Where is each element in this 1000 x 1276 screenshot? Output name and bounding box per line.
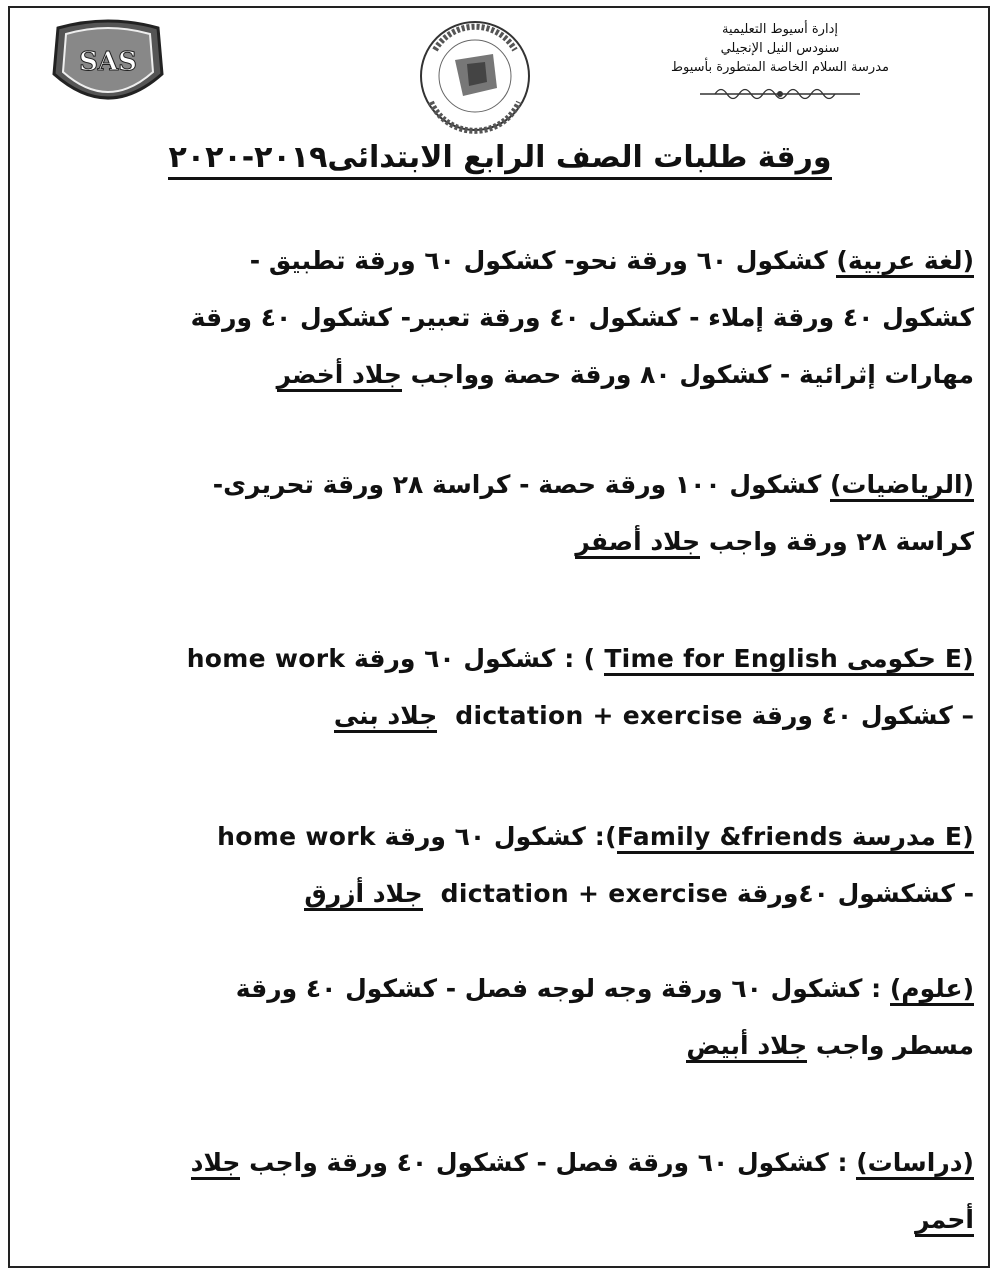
social-label: (دراسات): [856, 1148, 974, 1180]
science-label: (علوم): [890, 974, 974, 1006]
quality-seal-logo: [405, 10, 545, 150]
english-gov-line-1: ) : كشكول ٦٠ ورقة: [345, 644, 605, 673]
section-math: [213, 456, 974, 570]
social-cover-color: أحمر: [915, 1205, 974, 1237]
social-cover-word: جلاد: [191, 1148, 241, 1180]
section-arabic: [191, 232, 974, 403]
section-english-government: [187, 630, 974, 744]
arabic-cover: جلاد أخضر: [277, 360, 402, 392]
english-gov-line-2: – كشكول ٤٠ ورقة: [742, 701, 974, 730]
math-cover: جلاد أصفر: [575, 527, 700, 559]
math-line-1: كشكول ١٠٠ ورقة حصة - كراسة ٢٨ ورقة تحريرى-: [212, 470, 830, 499]
arabic-line-1: كشكول ٦٠ ورقة نحو- كشكول ٦٠ ورقة تطبيق -: [249, 246, 837, 275]
social-line-1: : كشكول ٦٠ ورقة فصل - كشكول ٤٠ ورقة واجب: [240, 1148, 857, 1177]
school-header: [650, 20, 910, 105]
english-school-label: (E مدرسة: [851, 822, 974, 851]
page-title: [0, 138, 1000, 178]
science-line-1: : كشكول ٦٠ ورقة وجه لوجه فصل - كشكول ٤٠ ورقة: [235, 974, 890, 1003]
page-title-text: ورقة طلبات الصف الرابع الابتدائى٢٠١٩-٢٠٢٠: [168, 140, 831, 180]
sas-logo: [48, 18, 168, 114]
english-school-cover: جلاد أزرق: [304, 879, 422, 911]
ornament-divider: [695, 83, 865, 105]
header-line-school: مدرسة السلام الخاصة المتطورة بأسيوط: [671, 60, 889, 75]
sas-logo-text: SAS: [79, 47, 137, 77]
english-school-homework: home work: [217, 822, 376, 851]
header-line-synod: سنودس النيل الإنجيلي: [720, 41, 840, 56]
english-gov-cover: جلاد بنى: [334, 701, 437, 733]
arabic-line-2: كشكول ٤٠ ورقة إملاء - كشكول ٤٠ ورقة تعبير- كشكول ٤٠ ورقة: [190, 303, 974, 332]
section-english-school: [217, 808, 974, 922]
english-gov-dictation: dictation + exercise: [455, 701, 743, 730]
science-cover: جلاد أبيض: [686, 1031, 807, 1063]
english-school-dictation: dictation + exercise: [440, 879, 729, 908]
math-label: (الرياضيات): [830, 470, 974, 502]
english-school-line-1: ): كشكول ٦٠ ورقة: [375, 822, 617, 851]
math-line-2: كراسة ٢٨ ورقة واجب: [700, 527, 974, 556]
english-gov-label: (E حكومى: [846, 644, 974, 673]
english-school-book: Family &friends: [616, 822, 844, 851]
section-science: [236, 960, 974, 1074]
science-line-2: مسطر واجب: [807, 1031, 974, 1060]
english-school-line-2: - كشكشول ٤٠ورقة: [728, 879, 974, 908]
arabic-label: (لغة عربية): [836, 246, 974, 278]
arabic-line-3: مهارات إثرائية - كشكول ٨٠ ورقة حصة وواجب: [401, 360, 974, 389]
english-gov-book: Time for English: [604, 644, 839, 673]
section-social-studies: [191, 1134, 974, 1248]
english-gov-homework: home work: [186, 644, 346, 673]
header-line-directorate: إدارة أسيوط التعليمية: [722, 22, 838, 37]
